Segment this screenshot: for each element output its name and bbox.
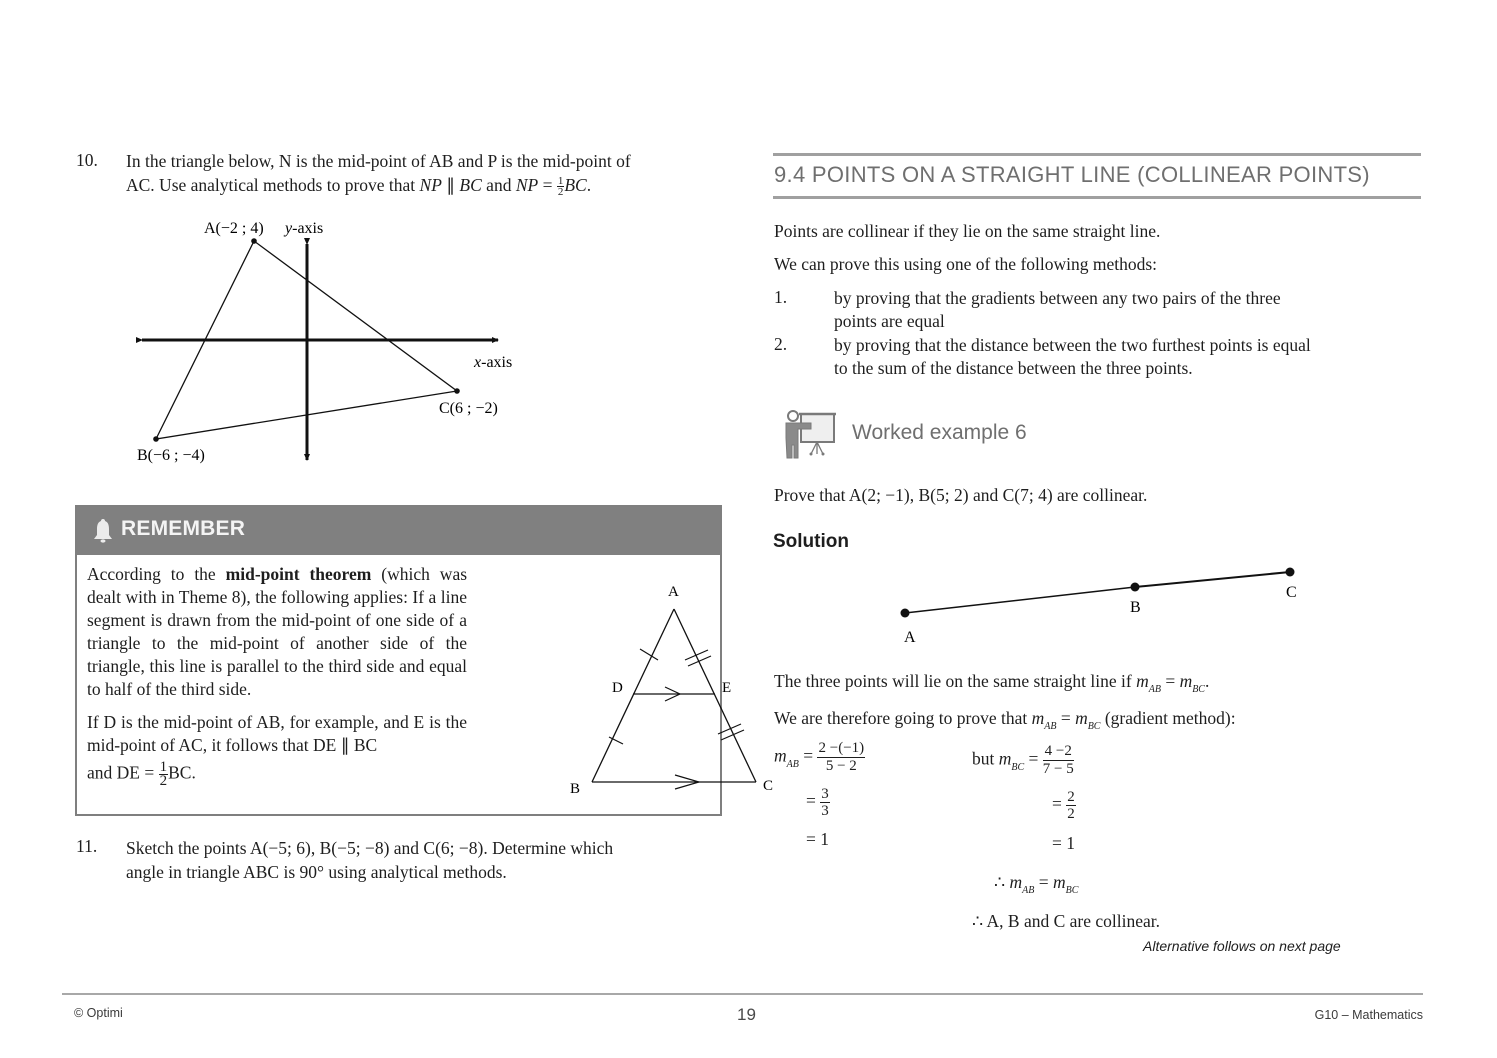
section-rule-top	[773, 153, 1421, 156]
text: and	[481, 175, 516, 195]
label-point-a: A(−2 ; 4)	[204, 220, 264, 237]
text: AC. Use analytical methods to prove that	[126, 175, 420, 195]
footer-rule	[62, 993, 1423, 995]
label-point-c: C(6 ; −2)	[439, 400, 498, 417]
equals: =	[1160, 671, 1180, 691]
intro-text-2: We can prove this using one of the following methods:	[774, 254, 1158, 274]
subscript: BC	[1065, 885, 1079, 896]
equals: =	[1034, 872, 1053, 892]
fraction	[1043, 743, 1074, 778]
collinear-points-diagram	[890, 560, 1310, 650]
therefore-symbol: ∴	[994, 872, 1010, 892]
text: According to the	[87, 564, 226, 584]
equals: =	[1056, 708, 1076, 728]
problem-statement: Prove that A(2; −1), B(5; 2) and C(7; 4) are collinear.	[774, 485, 1148, 505]
label-d: D	[612, 680, 623, 696]
question-line-2: angle in triangle ABC is 90° using analytical methods.	[126, 862, 507, 882]
gradient-bc-line-2: = $\frac{2}{2}$	[1052, 789, 1075, 822]
list-number: 2.	[774, 334, 788, 354]
question-number: 10.	[76, 150, 98, 170]
list-item	[834, 287, 1424, 333]
math-m: m	[1075, 708, 1088, 728]
conclusion: ∴ A, B and C are collinear.	[972, 911, 1161, 931]
numerator: 4 −2	[1044, 743, 1072, 759]
label-c: C	[1286, 584, 1297, 601]
solution-title: Solution	[773, 531, 849, 552]
question-line-1: Sketch the points A(−5; 6), B(−5; −8) and C(6; −8). Determine which	[126, 838, 614, 858]
prove-text	[774, 707, 1236, 733]
math-bc: BC	[564, 175, 587, 195]
text: but	[972, 748, 999, 769]
worked-example-title: Worked example 6	[852, 421, 1027, 444]
fraction-half	[159, 761, 169, 788]
label-e: E	[722, 680, 732, 696]
denominator: 3	[821, 803, 829, 819]
parallel-symbol: ∥	[441, 175, 460, 195]
math-m: m	[1136, 671, 1149, 691]
math-m: m	[1009, 872, 1023, 892]
text: (gradient method):	[1100, 708, 1236, 728]
remember-header	[77, 507, 720, 555]
subscript: AB	[1044, 721, 1057, 732]
gradient-ab-result: = 1	[806, 829, 829, 849]
question-line-1: In the triangle below, N is the mid-point of AB and P is the mid-point of	[126, 151, 631, 171]
numerator: 2	[1067, 789, 1075, 805]
text: .	[1204, 671, 1210, 691]
label-point-b: B(−6 ; −4)	[137, 447, 205, 464]
math-np: NP	[419, 175, 442, 195]
remember-paragraph-1	[87, 563, 467, 701]
label-a: A	[904, 629, 916, 646]
list-number: 1.	[774, 287, 788, 307]
condition-text	[774, 670, 1209, 696]
question-text	[126, 149, 726, 197]
list-line: by proving that the distance between the two furthest points is equal	[834, 335, 1311, 355]
numerator: 3	[821, 786, 829, 802]
label-c: C	[763, 778, 774, 794]
remember-box	[75, 505, 774, 816]
equals: =	[538, 175, 557, 195]
label-a: A	[668, 584, 679, 600]
math-m: m	[1053, 872, 1066, 892]
subscript: BC	[1011, 761, 1025, 773]
numerator: 2 −(−1)	[818, 740, 865, 756]
remember-paragraph-2: If D is the mid-point of AB, for example, and E is the mid-point of AC, it follows that DE ∥ BC	[87, 712, 467, 755]
fraction	[1066, 789, 1076, 822]
therefore-gradients-equal	[994, 872, 1079, 896]
label-b: B	[570, 781, 581, 797]
intro-text-1: Points are collinear if they lie on the same straight line.	[774, 221, 1161, 241]
gradient-bc-result: = 1	[1052, 833, 1075, 853]
fraction	[817, 740, 865, 775]
gradient-ab-line-2: = $\frac{3}{3}$	[806, 786, 829, 819]
remember-paragraph-3	[87, 761, 467, 788]
text: We are therefore going to prove that	[774, 708, 1032, 728]
alternative-note: Alternative follows on next page	[1143, 938, 1341, 954]
subscript: AB	[1022, 885, 1035, 896]
math-m: m	[998, 748, 1012, 769]
list-line: by proving that the gradients between any two pairs of the three	[834, 288, 1281, 308]
bell-icon	[93, 518, 113, 544]
coordinate-triangle-diagram	[130, 210, 530, 470]
list-line: to the sum of the distance between the three points.	[834, 358, 1193, 378]
math-m: m	[1031, 708, 1045, 728]
section-title: 9.4 POINTS ON A STRAIGHT LINE (COLLINEAR POINTS)	[774, 162, 1370, 187]
denominator: 2	[557, 186, 564, 199]
math-bc: BC	[459, 175, 482, 195]
gradient-bc-line-1: but $m_{BC}$ = $\frac{4 -2}{7 - 5}$	[972, 743, 1074, 777]
denominator: 2	[159, 773, 168, 789]
math-m: m	[1179, 671, 1193, 691]
remember-text	[87, 563, 467, 798]
bold-term: mid-point theorem	[225, 564, 372, 584]
list-item	[834, 334, 1424, 380]
subscript: BC	[1192, 684, 1205, 695]
text: BC.	[168, 762, 196, 783]
question-line-2	[126, 173, 726, 197]
footer-copyright: © Optimi	[74, 1006, 123, 1020]
denominator: 2	[1067, 806, 1075, 822]
text: and DE =	[87, 762, 159, 783]
numerator: 1	[159, 759, 168, 775]
question-text	[126, 836, 726, 884]
fraction	[820, 786, 830, 819]
footer-subject: G10 – Mathematics	[1314, 1008, 1423, 1022]
text: The three points will lie on the same straight line if	[774, 671, 1137, 691]
section-rule-bottom	[773, 196, 1421, 199]
text: .	[586, 175, 592, 195]
remember-title: REMEMBER	[121, 517, 246, 540]
denominator: 7 − 5	[1042, 761, 1074, 777]
text: (which was dealt with in Theme 8), the following applies: If a line segment is drawn from the mid-point of one side of a triangle to the mid-point of another side of the triangle, this line is parallel to the third side and equal to half of the third side.	[87, 564, 468, 699]
subscript: BC	[1087, 721, 1101, 732]
question-number: 11.	[76, 836, 98, 856]
denominator: 5 − 2	[825, 758, 857, 774]
label-y-axis: y-axis	[285, 220, 324, 237]
math-m: m	[774, 745, 787, 766]
midpoint-theorem-diagram	[482, 572, 774, 802]
numerator: 1	[557, 175, 564, 188]
math-np: NP	[515, 175, 539, 195]
subscript: AB	[1148, 684, 1161, 695]
label-x-axis: x-axis	[474, 354, 513, 371]
label-b: B	[1130, 599, 1141, 616]
page-number: 19	[737, 1005, 756, 1024]
gradient-ab-line-1: $m_{AB}$ = $\frac{2 -(-1)}{5 - 2}$	[774, 740, 865, 774]
list-line: points are equal	[834, 311, 945, 331]
subscript: AB	[786, 758, 799, 770]
presenter-icon	[783, 408, 839, 462]
